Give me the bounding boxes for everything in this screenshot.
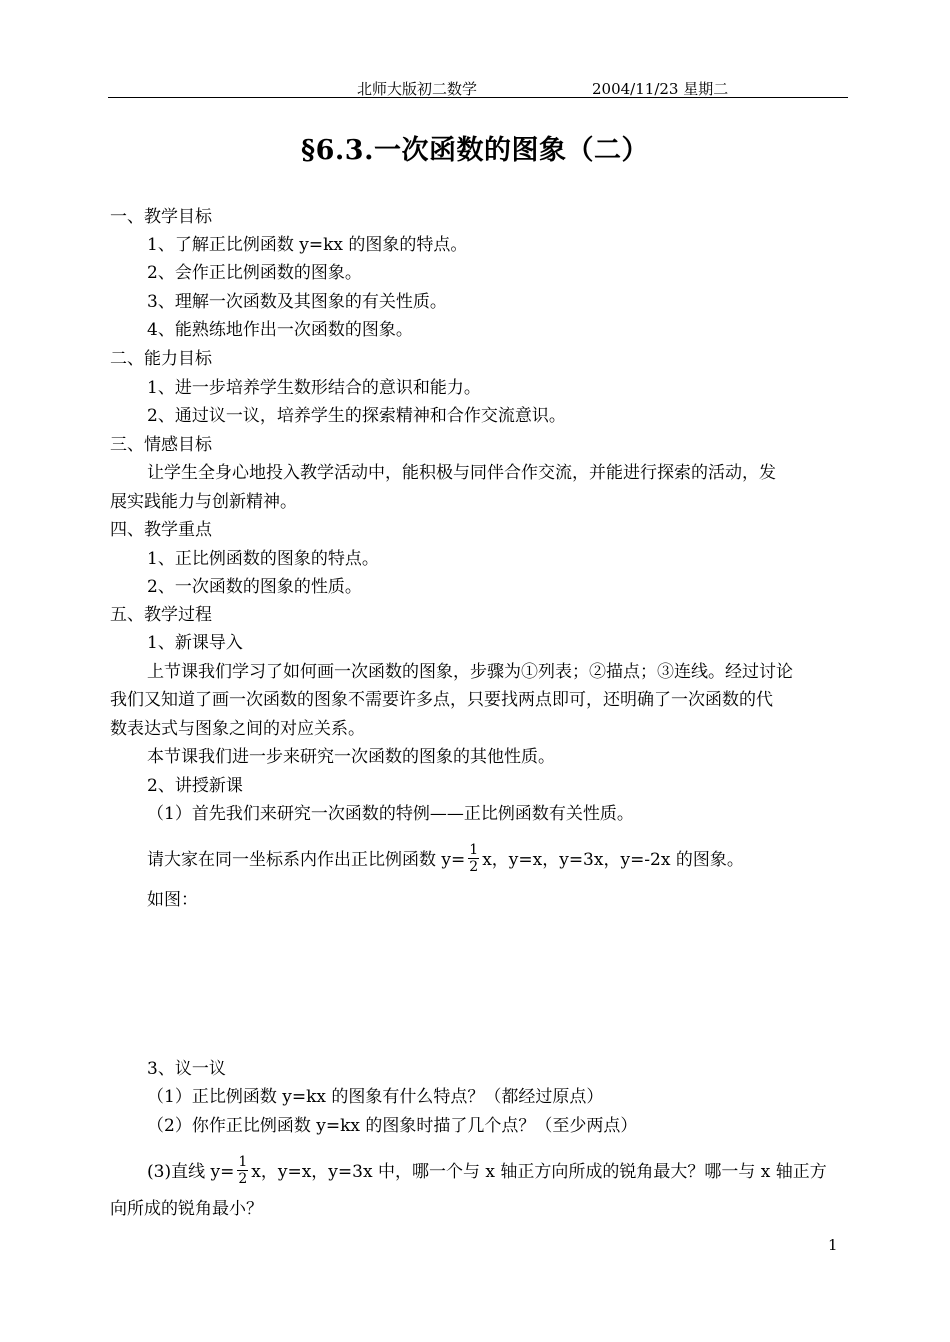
page-number: 1 [828,1236,838,1254]
list-item: 4、能熟练地作出一次函数的图象。 [147,320,413,340]
fraction-numerator: 1 [469,842,479,858]
page-title: §6.3.一次函数的图象（二） [301,135,649,166]
paragraph-line: 让学生全身心地投入教学活动中，能积极与同伴合作交流，并能进行探索的活动，发 [147,463,776,483]
list-item: 2、会作正比例函数的图象。 [147,263,362,283]
question-text: x，y=x，y=3x 中，哪一个与 x 轴正方向所成的锐角最大？哪一与 x 轴正方 [251,1162,827,1182]
paragraph-line: 数表达式与图象之间的对应关系。 [110,719,365,739]
paragraph-line: 上节课我们学习了如何画一次函数的图象，步骤为①列表；②描点；③连线。经过讨论 [147,662,793,682]
list-item: 1、进一步培养学生数形结合的意识和能力。 [147,378,481,398]
equation-text: 请大家在同一坐标系内作出正比例函数 y= [147,850,466,870]
equation-text: x，y=x，y=3x，y=-2x 的图象。 [482,850,744,870]
section-heading-key-points: 四、教学重点 [110,520,212,540]
fraction-one-half [468,842,479,875]
header-divider [108,97,848,98]
question-line: （2）你作正比例函数 y=kx 的图象时描了几个点？（至少两点） [147,1116,638,1136]
list-item: 2、通过议一议，培养学生的探索精神和合作交流意识。 [147,406,566,426]
section-heading-emotional-goals: 三、情感目标 [110,435,212,455]
paragraph-line: 展实践能力与创新精神。 [110,492,297,512]
list-item: 2、一次函数的图象的性质。 [147,577,362,597]
subsection-heading: 2、讲授新课 [147,776,243,796]
subsection-heading: 3、议一议 [147,1059,226,1079]
header-course: 北师大版初二数学 [357,80,478,98]
question-line: 向所成的锐角最小？ [110,1199,263,1219]
section-heading-teaching-process: 五、教学过程 [110,605,212,625]
figure-caption: 如图： [147,890,198,910]
fraction-denominator: 2 [469,859,479,875]
question-line [147,1156,827,1189]
fraction-numerator: 1 [238,1154,248,1170]
subsection-heading: 1、新课导入 [147,633,243,653]
question-text: (3)直线 y= [147,1162,235,1182]
fraction-denominator: 2 [238,1171,248,1187]
paragraph-line: 本节课我们进一步来研究一次函数的图象的其他性质。 [147,747,555,767]
header-date: 2004/11/23 星期二 [592,80,729,98]
list-item: 1、了解正比例函数 y=kx 的图象的特点。 [147,235,468,255]
fraction-one-half [237,1154,248,1187]
equation-line [147,844,744,877]
section-heading-teaching-goals: 一、教学目标 [110,207,212,227]
question-line: （1）正比例函数 y=kx 的图象有什么特点？（都经过原点） [147,1087,604,1107]
paragraph-line: 我们又知道了画一次函数的图象不需要许多点，只要找两点即可，还明确了一次函数的代 [110,690,773,710]
section-heading-ability-goals: 二、能力目标 [110,349,212,369]
list-item: 1、正比例函数的图象的特点。 [147,549,379,569]
paragraph-line: （1）首先我们来研究一次函数的特例——正比例函数有关性质。 [147,804,634,824]
list-item: 3、理解一次函数及其图象的有关性质。 [147,292,447,312]
